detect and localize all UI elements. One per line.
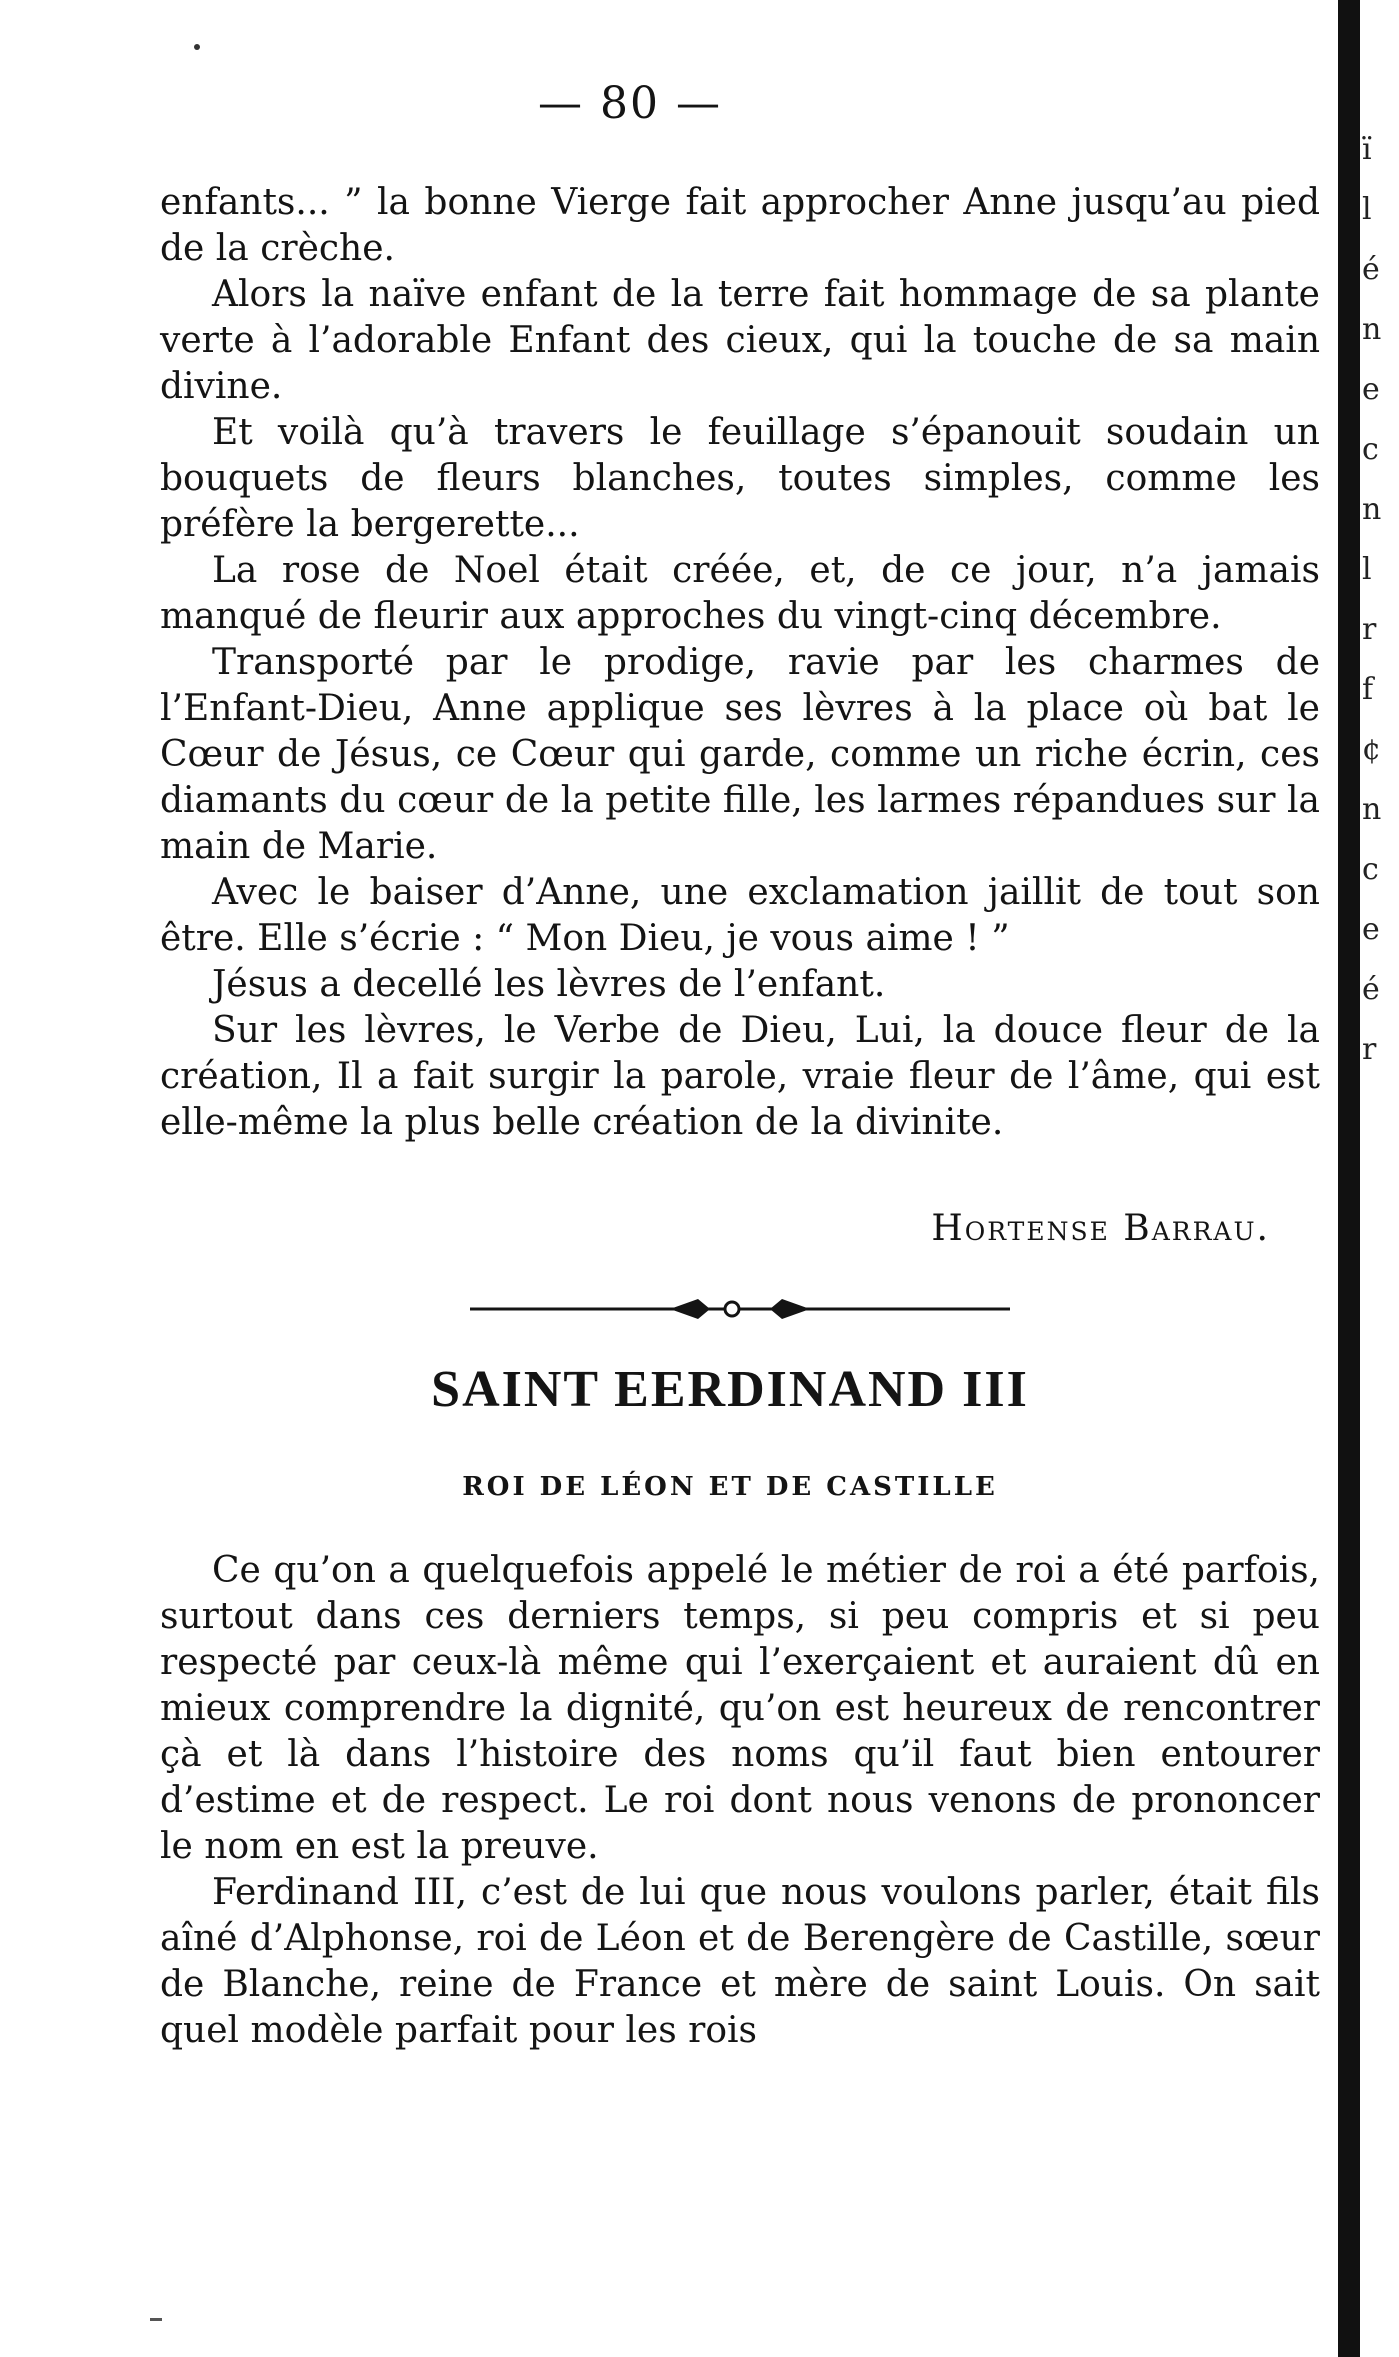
paragraph: Avec le baiser d’Anne, une exclamation jaillit de tout son être. Elle s’écrie : “ Mon Dieu, je vous aime ! ” [160,872,1320,959]
paragraph: Ferdinand III, c’est de lui que nous voulons parler, était fils aîné d’Alphonse, roi de Léon et de Berengère de Castille, sœur de Blanche, reine de France et mère de saint Louis. On sait quel modèle parfait pour les rois [160,1872,1320,2051]
story-text [160,180,1320,1146]
paragraph: Ce qu’on a quelquefois appelé le métier de roi a été parfois, surtout dans ces derniers temps, si peu compris et si peu respecté par ceux-là même qui l’exerçaient et auraient dû en mieux comprendre la dignité, qu’on est heureux de rencontrer çà et là dans l’histoire des noms qu’il faut bien entourer d’estime et de respect. Le roi dont nous venons de prononcer le nom en est la preuve. [160,1550,1320,1867]
paragraph: Transporté par le prodige, ravie par les charmes de l’Enfant-Dieu, Anne applique ses lèvres à la place où bat le Cœur de Jésus, ce Cœur qui garde, comme un riche écrin, ces diamants du cœur de la petite fille, les larmes répandues sur la main de Marie. [160,642,1320,867]
edge-fragment: f [1362,672,1374,707]
page-number: — 80 — [538,78,722,129]
section-divider-ornament [470,1294,1010,1324]
edge-fragment: c [1362,852,1379,887]
edge-fragment: e [1362,912,1380,947]
paragraph: Et voilà qu’à travers le feuillage s’épanouit soudain un bouquets de fleurs blanches, toutes simples, comme les préfère la bergerette... [160,412,1320,545]
edge-fragment: ï [1362,132,1372,167]
edge-fragment: r [1362,1032,1377,1067]
edge-fragment: n [1362,312,1382,347]
paragraph: Alors la naïve enfant de la terre fait hommage de sa plante verte à l’adorable Enfant des cieux, qui la touche de sa main divine. [160,274,1320,407]
section-title: SAINT EERDINAND III [431,1361,1029,1418]
paragraph: Sur les lèvres, le Verbe de Dieu, Lui, la douce fleur de la création, Il a fait surgir la parole, vraie fleur de l’âme, qui est elle-même la plus belle création de la divinite. [160,1010,1320,1143]
edge-fragment: c [1362,432,1379,467]
edge-fragment: n [1362,792,1382,827]
edge-fragment: ¢ [1362,732,1382,767]
edge-fragment: l [1362,192,1372,227]
ink-speck [194,44,200,50]
paragraph: Jésus a decellé les lèvres de l’enfant. [212,964,886,1005]
section-subtitle: ROI DE LÉON ET DE CASTILLE [462,1472,998,1502]
edge-fragment: é [1362,972,1380,1007]
edge-fragment: l [1362,552,1372,587]
article-text [160,1548,1320,2054]
edge-fragment: e [1362,372,1380,407]
edge-fragment: n [1362,492,1382,527]
paragraph: enfants... ” la bonne Vierge fait approcher Anne jusqu’au pied de la crèche. [160,182,1320,269]
edge-fragment: r [1362,612,1377,647]
edge-fragment: é [1362,252,1380,287]
facing-page-edge [1338,0,1360,2357]
ink-dash [150,2318,162,2321]
paragraph: La rose de Noel était créée, et, de ce jour, n’a jamais manqué de fleurir aux approches du vingt-cinq décembre. [160,550,1320,637]
author-signature: Hortense Barrau. [931,1208,1270,1249]
facing-page-fragments [1362,120,1392,1080]
